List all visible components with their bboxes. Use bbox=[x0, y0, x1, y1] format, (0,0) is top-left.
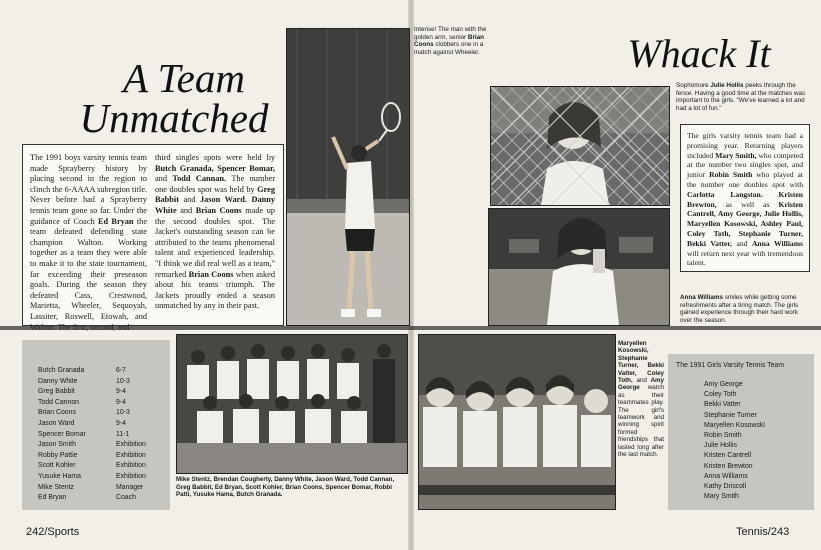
refreshment-illustration bbox=[489, 209, 669, 325]
record-value: Exhibition bbox=[116, 472, 146, 480]
text-run: Kristen Cantrell, Amy George, Julie Hollis, Maryellen Kosowski, Ashley Paul, Coley Toth, Stephanie Turner, Bekki Vatter, bbox=[687, 199, 803, 248]
text-run: the team defeated defending state champion Walton. Working together as a team they were able to make it to the state tournament, far exceeding their preseason goals. During the season they defeated Cass, Crestwood, Marietta, Wheeler, Sequoyah, Lassiter, Roswell, Etowah, and bbox=[30, 216, 148, 321]
record-value: Exhibition bbox=[116, 441, 146, 449]
text-run: Sophomore bbox=[676, 82, 711, 89]
text-run: and bbox=[178, 195, 200, 205]
text-run: Carlotta Langston. Kristen Brewton, bbox=[687, 189, 803, 209]
text-run: Amy George bbox=[618, 377, 664, 392]
text-run: The number one doubles spot was held by bbox=[155, 174, 275, 194]
record-player-name: Mike Stentz bbox=[38, 483, 74, 491]
fence-portrait-illustration bbox=[491, 87, 669, 205]
boys-story-col1 bbox=[30, 153, 147, 333]
girls-bench-photo bbox=[418, 334, 616, 510]
text-run: Ed Bryan bbox=[97, 216, 134, 226]
folio-left: 242/Sports bbox=[26, 526, 80, 538]
record-row bbox=[38, 408, 164, 419]
serve-photo-caption bbox=[414, 26, 488, 56]
text-run: when asked about his teams triumph. The Jackets proudly ended a season unmatched by any in their past. bbox=[155, 269, 275, 311]
record-player-name: Jason Ward bbox=[38, 419, 75, 427]
text-run: third singles spots were held by bbox=[155, 153, 275, 162]
roster-player: Kristen Brewton bbox=[704, 462, 753, 470]
record-row bbox=[38, 483, 164, 494]
record-player-name: Todd Cannon bbox=[38, 398, 79, 406]
girls-story-text bbox=[687, 131, 803, 268]
williams-caption bbox=[680, 294, 808, 324]
text-run: clobbers one in a match against Wheeler. bbox=[414, 41, 484, 56]
text-run: who competed at the number two singles spot, and junior bbox=[687, 150, 803, 180]
page-title-right: Whack It bbox=[627, 31, 771, 76]
record-player-name: Spencer Bomar bbox=[38, 430, 86, 438]
text-run: Jason Ward. Danny White bbox=[155, 195, 275, 215]
text-run: Maryellen Kosowski, Stephanie Turner, Bekki Vatter, Coley Toth, bbox=[618, 340, 664, 385]
text-run: Julie Hollis bbox=[710, 82, 744, 89]
divider-rule bbox=[0, 326, 821, 330]
page-title-left-line2: Unmatched bbox=[79, 95, 269, 141]
girls-roster-list bbox=[704, 380, 808, 502]
girls-story-box bbox=[680, 124, 810, 272]
folio-right: Tennis/243 bbox=[736, 526, 790, 538]
record-player-name: Butch Granada bbox=[38, 367, 85, 374]
record-row bbox=[38, 493, 164, 504]
text-run: watch as their teammates play. The girl's teamwork and winning spirit formed friendships that lasted long after the last match. bbox=[618, 384, 664, 459]
roster-player: Stephanie Turner bbox=[704, 411, 757, 419]
record-value: 9-4 bbox=[116, 398, 126, 406]
roster-player: Kristen Cantrell bbox=[704, 452, 752, 460]
text-run: Brian Coons bbox=[414, 33, 485, 49]
record-row bbox=[38, 440, 164, 451]
record-value: 6-7 bbox=[116, 367, 126, 374]
text-run: The 1991 boys varsity tennis team made Sprayberry history by placing second in the region to clinch the 6-AAAA subregion title. Never before had a Sprayberry tennis team gone so far. Under the guidance of Coach bbox=[30, 153, 147, 226]
record-player-name: Greg Babbit bbox=[38, 388, 75, 396]
text-run: Mary Smith, bbox=[715, 150, 757, 160]
record-row bbox=[38, 430, 164, 441]
text-run: and bbox=[632, 377, 651, 385]
text-run: as well as bbox=[716, 199, 779, 209]
bench-side-caption bbox=[618, 340, 664, 459]
record-value: Exhibition bbox=[116, 451, 146, 459]
record-player-name: Jason Smith bbox=[38, 441, 76, 449]
record-row bbox=[38, 366, 164, 377]
girls-roster-panel bbox=[668, 354, 814, 510]
williams-drink-photo bbox=[488, 208, 670, 326]
record-value: 11-1 bbox=[116, 430, 130, 438]
record-row bbox=[38, 451, 164, 462]
text-run: and bbox=[731, 238, 752, 248]
boys-story-box bbox=[22, 144, 284, 326]
hollis-fence-photo bbox=[490, 86, 670, 206]
page-title-left-line1: A Team bbox=[123, 55, 245, 101]
text-run: Brian Coons bbox=[188, 269, 234, 279]
boys-team-caption: Mike Stentz, Brendan Cougherty, Danny White, Jason Ward, Todd Cannan, Greg Babbit, Ed Bryan, Scott Kohler, Brian Coons, Spencer Bomar, Robbi Patti, Yusuke Hama, Butch Granada. bbox=[176, 476, 395, 499]
text-run: Brian Coons bbox=[195, 205, 242, 215]
girls-roster-title: The 1991 Girls Varsity Tennis Team bbox=[676, 362, 784, 369]
text-run: Butch Granada, Spencer Bomar, bbox=[155, 163, 275, 173]
text-run: and bbox=[155, 174, 173, 184]
record-player-name: Robby Pattie bbox=[38, 451, 78, 459]
roster-player: Bekki Vatter bbox=[704, 401, 741, 409]
text-run: Anna Williams bbox=[751, 238, 804, 248]
roster-player: Coley Toth bbox=[704, 391, 737, 399]
tennis-serve-illustration bbox=[287, 29, 409, 325]
text-run: Anna Williams bbox=[680, 294, 723, 301]
text-run: The girls varsity tennis team had a promising year. Returning players included bbox=[687, 131, 803, 160]
boys-team-photo bbox=[176, 334, 408, 474]
text-run: smiles while getting some refreshments after a tiring match. The girls gained experience through their hard work over the season. bbox=[680, 294, 799, 324]
roster-player: Amy George bbox=[704, 381, 743, 388]
record-player-name: Scott Kohler bbox=[38, 462, 76, 470]
roster-player: Kathy Driscoll bbox=[704, 483, 747, 491]
girls-watching-illustration bbox=[419, 335, 615, 509]
record-value: 10-3 bbox=[116, 409, 130, 417]
record-value: 10-3 bbox=[116, 377, 130, 385]
text-run: who played at the number one doubles spot with bbox=[687, 170, 804, 189]
records-list bbox=[38, 366, 164, 504]
text-run: Greg Babbit bbox=[155, 184, 275, 205]
record-row bbox=[38, 387, 164, 398]
record-player-name: Yusuke Hama bbox=[38, 472, 81, 480]
hollis-caption bbox=[676, 82, 806, 112]
record-row bbox=[38, 472, 164, 483]
record-row bbox=[38, 398, 164, 409]
record-row bbox=[38, 419, 164, 430]
roster-player: Maryellen Kosowski bbox=[704, 421, 765, 429]
record-value: 9-4 bbox=[116, 388, 126, 396]
boys-records-panel bbox=[22, 340, 170, 510]
text-run: Todd Cannan. bbox=[172, 174, 227, 184]
serve-photo bbox=[286, 28, 410, 326]
record-value: Coach bbox=[116, 494, 136, 502]
roster-player: Mary Smith bbox=[704, 493, 739, 501]
record-player-name: Ed Bryan bbox=[38, 494, 67, 502]
roster-player: Julie Hollis bbox=[704, 442, 737, 450]
text-run: will return next year with tremendous talent. bbox=[687, 248, 803, 268]
text-run: peeks through the fence. Having a good time at the matches was important to the girls. "We've learned a lot and had a lot of fun." bbox=[676, 82, 806, 112]
text-run: Intense! The man with the golden arm, senior bbox=[414, 26, 487, 41]
record-row bbox=[38, 377, 164, 388]
text-run: and bbox=[176, 205, 196, 215]
roster-player: Robin Smith bbox=[704, 432, 742, 440]
record-value: Exhibition bbox=[116, 462, 146, 470]
roster-player: Anna Williams bbox=[704, 472, 748, 480]
record-row bbox=[38, 461, 164, 472]
record-player-name: Brian Coons bbox=[38, 409, 76, 417]
record-value: 9-4 bbox=[116, 419, 126, 427]
team-group-illustration bbox=[177, 335, 407, 473]
record-player-name: Danny White bbox=[38, 377, 78, 385]
text-run: Robin Smith bbox=[709, 170, 753, 180]
record-value: Manager bbox=[116, 483, 144, 491]
boys-story-col2 bbox=[155, 153, 275, 312]
text-run: made up the second doubles spot. The Jacket's outstanding season can be attributed to the teams phenomenal talent and experienced leadership. "I think we did real well as a team," remarked bbox=[155, 205, 275, 279]
